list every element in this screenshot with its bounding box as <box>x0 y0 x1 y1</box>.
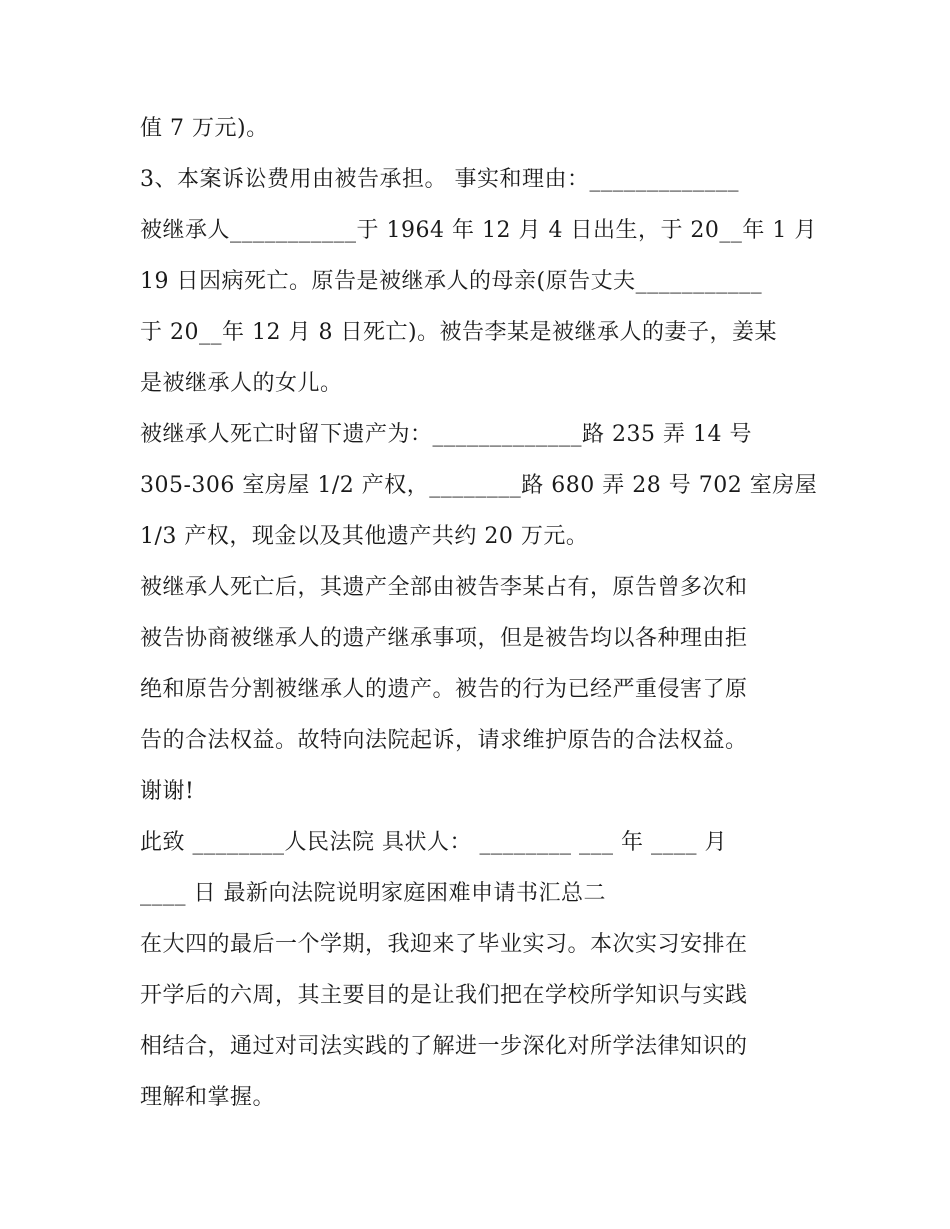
text-line-15: 此致 ________人民法院 具状人： ________ ___ 年 ____ 月 <box>140 830 727 855</box>
text-line-18: 开学后的六周，其主要目的是让我们把在学校所学知识与实践 <box>140 983 748 1008</box>
text-line-5: 于 20__年 12 月 8 日死亡)。被告李某是被继承人的妻子，姜某 <box>140 320 778 345</box>
text-line-1: 值 7 万元)。 <box>140 116 269 141</box>
text-line-16: ____ 日 最新向法院说明家庭困难申请书汇总二 <box>140 881 606 906</box>
text-line-4: 19 日因病死亡。原告是被继承人的母亲(原告丈夫___________ <box>140 269 763 294</box>
text-line-14: 谢谢! <box>140 779 195 804</box>
text-line-2: 3、本案诉讼费用由被告承担。 事实和理由：_____________ <box>140 167 739 192</box>
text-line-8: 305-306 室房屋 1/2 产权，________路 680 弄 28 号 702 室房屋 <box>140 473 818 498</box>
text-line-10: 被继承人死亡后，其遗产全部由被告李某占有，原告曾多次和 <box>140 575 748 600</box>
text-line-13: 告的合法权益。故特向法院起诉，请求维护原告的合法权益。 <box>140 728 748 753</box>
text-line-20: 理解和掌握。 <box>140 1085 276 1110</box>
text-line-3: 被继承人___________于 1964 年 12 月 4 日出生，于 20__年 1 月 <box>140 218 817 243</box>
text-line-7: 被继承人死亡时留下遗产为：_____________路 235 弄 14 号 <box>140 422 752 447</box>
text-line-6: 是被继承人的女儿。 <box>140 371 343 396</box>
text-line-9: 1/3 产权，现金以及其他遗产共约 20 万元。 <box>140 524 589 549</box>
text-line-19: 相结合，通过对司法实践的了解进一步深化对所学法律知识的 <box>140 1034 748 1059</box>
text-line-17: 在大四的最后一个学期，我迎来了毕业实习。本次实习安排在 <box>140 932 748 957</box>
text-line-12: 绝和原告分割被继承人的遗产。被告的行为已经严重侵害了原 <box>140 677 748 702</box>
text-line-11: 被告协商被继承人的遗产继承事项，但是被告均以各种理由拒 <box>140 626 748 651</box>
